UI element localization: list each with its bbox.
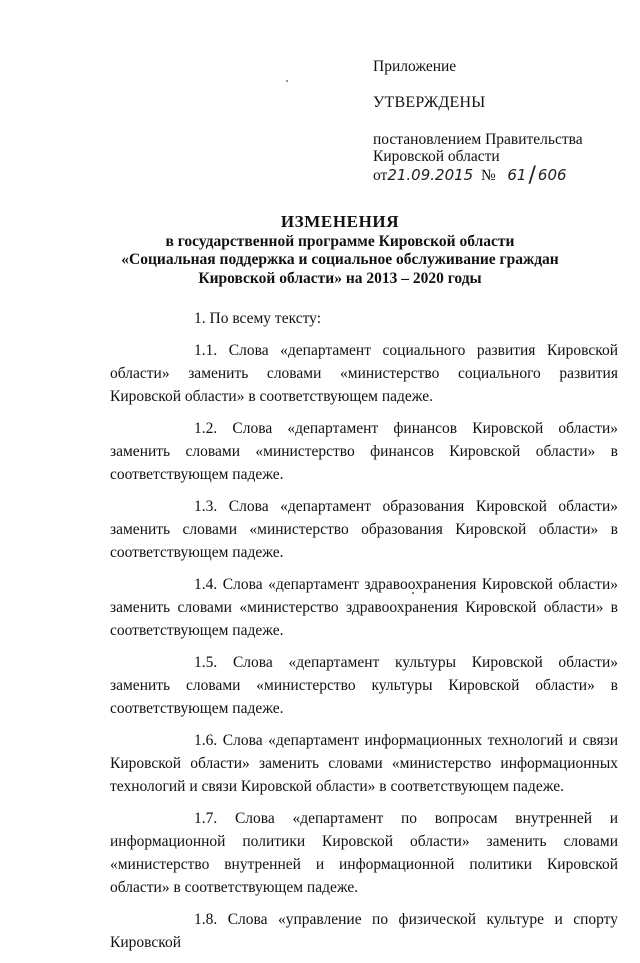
paragraph-text: Слова «департамент социального развития Кировской области» заменить словами «министерство социального развития Кировской области» в соответствующем падеже. <box>110 342 618 405</box>
title-line-4: Кировской области» на 2013 – 2020 годы <box>198 269 482 287</box>
paragraph-text: Слова «департамент финансов Кировской области» заменить словами «министерство финансов Кировской области» в соответствующем падеже. <box>110 420 618 483</box>
paragraph-number: 1.6. <box>194 732 218 749</box>
paragraph-number: 1.4. <box>194 576 218 593</box>
paragraph-1 <box>110 307 618 330</box>
approved-by-line-1: постановлением Правительства <box>373 131 583 148</box>
resolution-date-line <box>373 163 623 188</box>
paragraph-text: По всему тексту: <box>209 310 322 327</box>
paragraph-text: Слова «департамент здравоохранения Кировской области» заменить словами «министерство здравоохранения Кировской области» в соответствующем падеже. <box>110 576 618 639</box>
title-line-2: в государственной программе Кировской области <box>165 232 515 250</box>
paragraph-number: 1.5. <box>194 654 218 671</box>
paragraph-1-1 <box>110 339 618 408</box>
paragraph-number: 1.2. <box>194 420 218 437</box>
paragraph-text: Слова «департамент по вопросам внутренней и информационной политики Кировской области» заменить словами «министерство внутренней и информационной политики Кировской области» в соответствующем падеже. <box>110 810 618 896</box>
paragraph-1-4 <box>110 573 618 642</box>
approved-by-line-2: Кировской области <box>373 148 500 165</box>
paragraph-text: Слова «департамент информационных технологий и связи Кировской области» заменить словами «министерство информационных технологий и связи Кировской области» в соответствующем падеже. <box>110 732 619 795</box>
slash-mark: / <box>528 163 536 188</box>
paragraph-text: Слова «департамент культуры Кировской области» заменить словами «министерство культуры Кировской области» в соответствующем падеже. <box>110 654 618 717</box>
paragraph-number: 1.3. <box>194 498 218 515</box>
paragraph-number: 1. <box>194 310 206 327</box>
annex-label: Приложение <box>373 58 457 75</box>
paragraph-1-5 <box>110 651 618 720</box>
handwritten-number-a: 61 <box>507 166 527 184</box>
paragraph-1-8 <box>110 908 618 954</box>
number-label: № <box>480 167 496 184</box>
approved-by <box>373 131 623 188</box>
handwritten-number-b: 606 <box>537 166 567 184</box>
paragraph-number: 1.8. <box>194 911 218 928</box>
paragraph-text: Слова «департамент образования Кировской области» заменить словами «министерство образования Кировской области» в соответствующем падеже. <box>110 498 618 561</box>
scan-speck <box>286 80 288 82</box>
paragraph-1-7 <box>110 807 618 899</box>
date-prefix: от <box>373 167 388 184</box>
paragraph-number: 1.1. <box>194 342 218 359</box>
title-line-3: «Социальная поддержка и социальное обслуживание граждан <box>121 251 559 268</box>
document-title <box>60 213 620 288</box>
paragraph-1-2 <box>110 417 618 486</box>
handwritten-date: 21.09.2015 <box>387 166 474 184</box>
approved-label: УТВЕРЖДЕНЫ <box>373 94 486 111</box>
paragraph-1-3 <box>110 495 618 564</box>
paragraph-1-6 <box>110 729 618 798</box>
title-main: ИЗМЕНЕНИЯ <box>280 212 400 231</box>
document-body <box>110 307 618 963</box>
approval-block <box>373 58 623 188</box>
paragraph-number: 1.7. <box>194 810 218 827</box>
paragraph-text: Слова «управление по физической культуре и спорту Кировской <box>110 911 618 951</box>
